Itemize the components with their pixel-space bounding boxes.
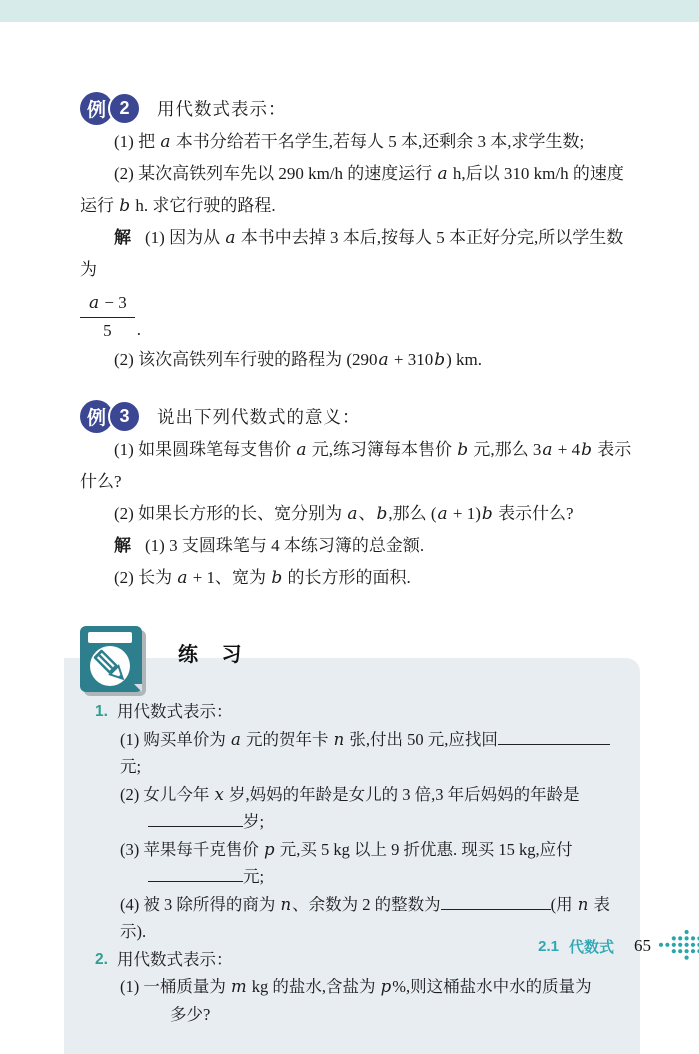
practice-item-number: 2. <box>95 950 108 968</box>
example-2-item-2-line-1: (2) 某次高铁列车先以 290 km/h 的速度运行 a h,后以 310 km/h 的速度 <box>114 164 624 184</box>
practice-box <box>64 658 640 1054</box>
practice-sub-2-line-2: 岁; <box>148 808 620 836</box>
practice-sub-1: (1) 购买单价为 a 元的贺年卡 n 张,付出 50 元,应找回元; <box>120 726 620 781</box>
example-2-item-1: (1) 把 a 本书分给若干名学生,若每人 5 本,还剩余 3 本,求学生数; <box>114 132 585 152</box>
practice-section <box>80 644 640 1054</box>
page-content <box>0 90 699 1054</box>
practice-heading: 练 习 <box>178 644 251 667</box>
practice-item-lead: 用代数式表示： <box>117 702 233 722</box>
footer-section-title: 代数式 <box>568 938 614 956</box>
practice-sub-3-line-1: (3) 苹果每千克售价 p 元,买 5 kg 以上 9 折优惠. 现买 15 kg,应付 <box>120 839 573 859</box>
example-badge <box>80 92 141 125</box>
example-3-solution-2: (2) 长为 a + 1、宽为 b 的长方形的面积. <box>114 568 411 589</box>
practice-item-number: 1. <box>95 703 108 721</box>
example-3-item-1-line-1: (1) 如果圆珠笔每支售价 a 元,练习簿每本售价 b 元,那么 3a + 4b 表示 <box>114 440 632 461</box>
fraction <box>80 294 135 340</box>
example-3-item-2: (2) 如果长方形的长、宽分别为 a、b,那么 (a + 1)b 表示什么? <box>114 504 574 525</box>
dot-cluster-decoration <box>659 928 699 964</box>
example-3-item-1-line-2: 什么? <box>80 472 122 492</box>
practice-2-sub-1-line-1: (1) 一桶质量为 m kg 的盐水,含盐为 p%,则这桶盐水中水的质量为 <box>120 977 592 997</box>
fraction-period: . <box>136 320 141 340</box>
fraction-denominator: 5 <box>103 320 112 340</box>
example-2-solution-1: 解 (1) 因为从 a 本书中去掉 3 本后,按每人 5 本正好分完,所以学生数为 <box>80 228 624 279</box>
example-2-solution-fraction <box>80 294 640 340</box>
example-2-header <box>80 90 640 126</box>
practice-item-lead: 用代数式表示： <box>117 949 233 969</box>
practice-sub-2-line-1: (2) 女儿今年 x 岁,妈妈的年龄是女儿的 3 倍,3 年后妈妈的年龄是 <box>120 784 580 804</box>
footer-page-number: 65 <box>634 936 651 955</box>
page-footer <box>538 928 699 964</box>
example-2-intro: 用代数式表示： <box>157 98 287 119</box>
example-2-solution-2: (2) 该次高铁列车行驶的路程为 (290a + 310b) km. <box>114 350 482 371</box>
example-3-intro: 说出下列代数式的意义： <box>157 406 361 427</box>
practice-2-sub-1-line-2: 多少? <box>170 1004 211 1024</box>
example-3-solution-1: 解 (1) 3 支圆珠笔与 4 本练习簿的总金额. <box>114 536 425 556</box>
fraction-numerator: a − 3 <box>80 294 135 318</box>
example-badge-number: 3 <box>108 400 141 433</box>
practice-item-1 <box>95 698 620 726</box>
footer-section-number: 2.1 <box>538 937 559 955</box>
example-badge <box>80 400 141 433</box>
notebook-pencil-icon <box>74 622 170 700</box>
example-3-header <box>80 398 640 434</box>
page-top-strip <box>0 0 699 22</box>
example-2-item-2-line-2: 运行 b h. 求它行驶的路程. <box>80 196 276 216</box>
practice-sub-4: (4) 被 3 除所得的商为 n、余数为 2 的整数为 (用 n 表示). <box>120 894 611 942</box>
example-3-section <box>80 398 640 594</box>
example-badge-char: 例 <box>80 92 113 125</box>
practice-sub-3-line-2: 元; <box>148 863 620 891</box>
example-badge-char: 例 <box>80 400 113 433</box>
example-badge-number: 2 <box>108 92 141 125</box>
example-2-section <box>80 90 640 376</box>
